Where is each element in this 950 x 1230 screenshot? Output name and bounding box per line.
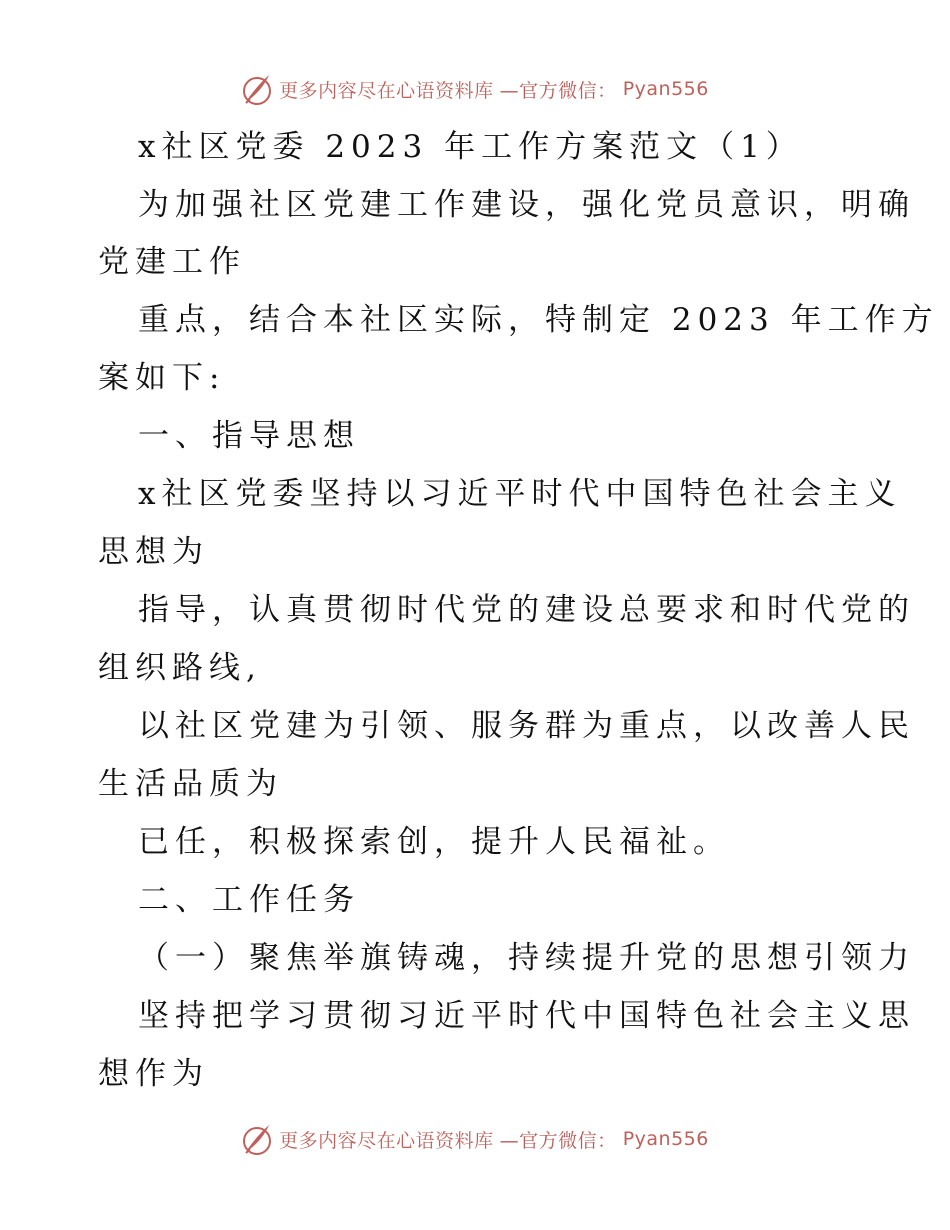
banner-text-library: 更多内容尽在心语资料库 — [279, 79, 494, 102]
quill-pen-logo-icon — [241, 72, 273, 106]
quill-pen-logo-icon — [241, 1122, 273, 1156]
paragraph-line: 指导，认真贯彻时代党的建设总要求和时代党的 — [138, 592, 915, 628]
paragraph-line: 坚持把学习贯彻习近平时代中国特色社会主义思 — [138, 998, 915, 1034]
section-heading: 二、工作任务 — [138, 882, 360, 918]
paragraph-line: 重点，结合本社区实际，特制定 2023 年工作方 — [138, 302, 939, 338]
paragraph-line: 案如下: — [98, 360, 226, 396]
banner-text-wechat-id: Pyan556 — [622, 1128, 709, 1150]
banner-text-wechat-label: —官方微信： — [499, 1129, 617, 1152]
paragraph-line: 生活品质为 — [98, 766, 283, 802]
paragraph-line: 党建工作 — [98, 244, 246, 280]
section-heading: 一、指导思想 — [138, 418, 360, 454]
paragraph-line: 已任，积极探索创，提升人民福祉。 — [138, 824, 730, 860]
document-title: x社区党委 2023 年工作方案范文（1） — [138, 129, 803, 165]
header-watermark-banner — [0, 72, 950, 106]
banner-text-wechat-id: Pyan556 — [622, 78, 709, 100]
subsection-heading: （一）聚焦举旗铸魂，持续提升党的思想引领力 — [138, 940, 915, 976]
banner-text-library: 更多内容尽在心语资料库 — [279, 1129, 494, 1152]
paragraph-line: 思想为 — [98, 534, 209, 570]
paragraph-line: x社区党委坚持以习近平时代中国特色社会主义 — [138, 476, 902, 512]
paragraph-line: 组织路线, — [98, 650, 262, 686]
paragraph-line: 以社区党建为引领、服务群为重点，以改善人民 — [138, 708, 915, 744]
banner-text-wechat-label: —官方微信： — [499, 79, 617, 102]
paragraph-line: 为加强社区党建工作建设，强化党员意识，明确 — [138, 187, 915, 223]
footer-watermark-banner — [0, 1122, 950, 1156]
paragraph-line: 想作为 — [98, 1056, 209, 1092]
